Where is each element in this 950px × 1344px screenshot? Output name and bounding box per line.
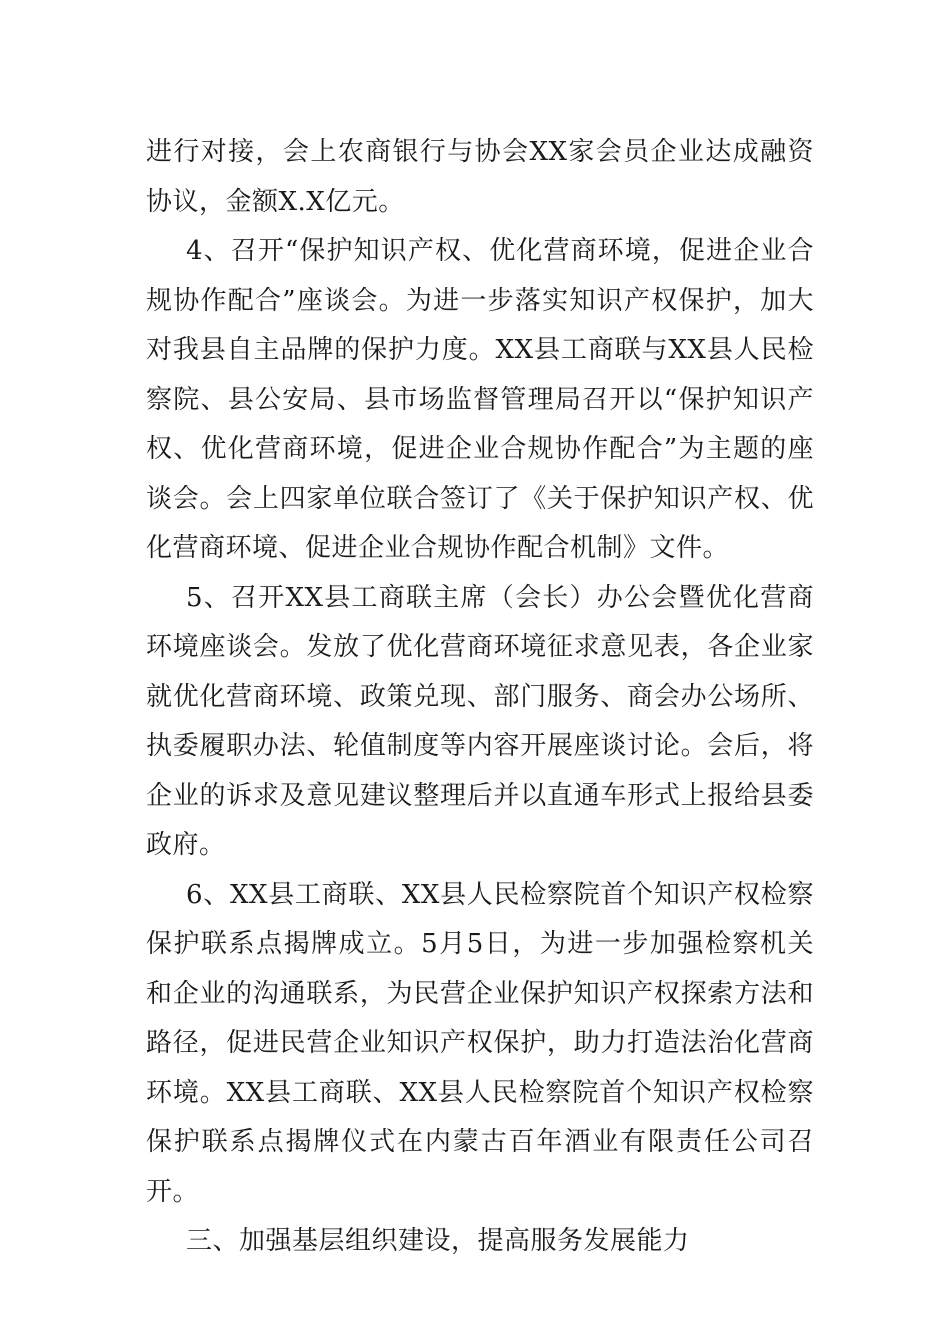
paragraph-financing-continuation: 进行对接，会上农商银行与协会XX家会员企业达成融资协议，金额X.X亿元。 (146, 137, 814, 217)
paragraph-item-6-ip-contact-point: 6、XX县工商联、XX县人民检察院首个知识产权检察保护联系点揭牌成立。5月5日，为进一步加强检察机关和企业的沟通联系，为民营企业保护知识产权探索方法和路径，促进民营企业知识产权保护，助力打造法治化营商环境。XX县工商联、XX县人民检察院首个知识产权检察保护联系点揭牌仪式在内蒙古百年酒业有限责任公司召开。 (146, 879, 814, 1207)
paragraph-item-5-chairman-meeting: 5、召开XX县工商联主席（会长）办公会暨优化营商环境座谈会。发放了优化营商环境征求意见表，各企业家就优化营商环境、政策兑现、部门服务、商会办公场所、执委履职办法、轮值制度等内容开展座谈讨论。会后，将企业的诉求及意见建议整理后并以直通车形式上报给县委政府。 (146, 582, 814, 860)
paragraph-item-4-ip-seminar: 4、召开“保护知识产权、优化营商环境，促进企业合规协作配合”座谈会。为进一步落实知识产权保护，加大对我县自主品牌的保护力度。XX县工商联与XX县人民检察院、县公安局、县市场监督管理局召开以“保护知识产权、优化营商环境，促进企业合规协作配合”为主题的座谈会。会上四家单位联合签订了《关于保护知识产权、优化营商环境、促进企业合规协作配合机制》文件。 (146, 236, 814, 563)
document-body (146, 128, 814, 1267)
section-heading-3: 三、加强基层组织建设，提高服务发展能力 (186, 1226, 690, 1256)
